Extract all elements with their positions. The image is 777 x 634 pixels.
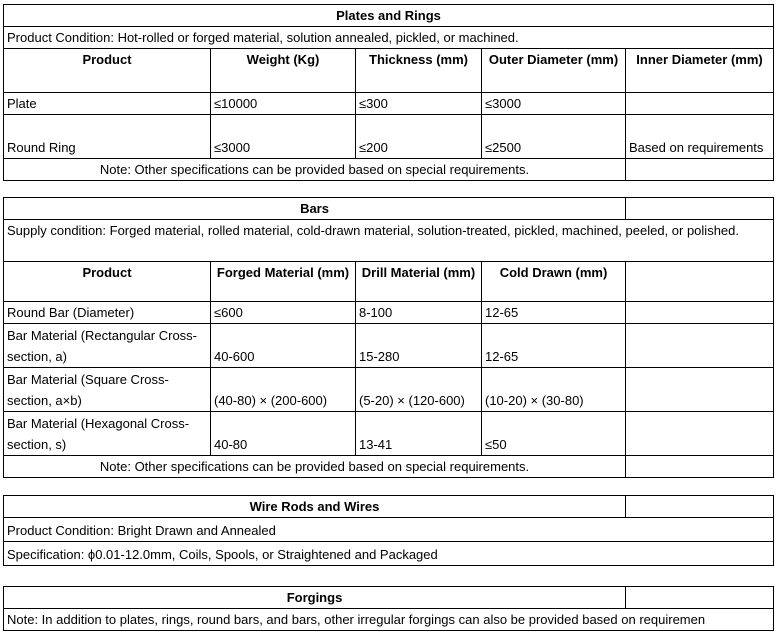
plates-row-0-weight: ≤10000 — [211, 93, 356, 115]
wires-table — [3, 495, 774, 566]
bars-note: Note: Other specifications can be provided based on special requirements. — [4, 456, 626, 478]
empty-cell — [626, 302, 774, 324]
bars-header-forged: Forged Material (mm) — [211, 262, 356, 302]
wires-condition: Product Condition: Bright Drawn and Annealed — [4, 518, 774, 542]
plates-row-1-thickness: ≤200 — [356, 115, 482, 159]
table-row — [4, 302, 774, 324]
bars-row-2-cold: (10-20) × (30-80) — [482, 368, 626, 412]
wires-title: Wire Rods and Wires — [4, 496, 626, 518]
plates-row-1-inner: Based on requirements — [626, 115, 774, 159]
empty-cell — [626, 368, 774, 412]
plates-row-1-outer: ≤2500 — [482, 115, 626, 159]
plates-header-inner-diameter: Inner Diameter (mm) — [626, 49, 774, 93]
plates-row-1-product: Round Ring — [4, 115, 211, 159]
plates-header-weight: Weight (Kg) — [211, 49, 356, 93]
plates-header-outer-diameter: Outer Diameter (mm) — [482, 49, 626, 93]
empty-cell — [626, 412, 774, 456]
plates-row-0-thickness: ≤300 — [356, 93, 482, 115]
table-row — [4, 115, 774, 159]
empty-cell — [626, 324, 774, 368]
empty-cell — [626, 159, 774, 181]
table-row — [4, 368, 774, 412]
plates-row-1-weight: ≤3000 — [211, 115, 356, 159]
bars-row-0-forged: ≤600 — [211, 302, 356, 324]
bars-row-3-forged: 40-80 — [211, 412, 356, 456]
plates-row-0-inner — [626, 93, 774, 115]
forgings-note: Note: In addition to plates, rings, round bars, and bars, other irregular forgings can also be provided based on requiremen — [4, 609, 774, 631]
forgings-title: Forgings — [4, 587, 626, 609]
empty-cell — [626, 456, 774, 478]
bars-row-1-forged: 40-600 — [211, 324, 356, 368]
empty-cell — [626, 496, 774, 518]
empty-cell — [626, 198, 774, 220]
bars-row-1-cold: 12-65 — [482, 324, 626, 368]
bars-row-2-forged: (40-80) × (200-600) — [211, 368, 356, 412]
plates-row-0-product: Plate — [4, 93, 211, 115]
bars-row-1-drill: 15-280 — [356, 324, 482, 368]
plates-header-product: Product — [4, 49, 211, 93]
empty-cell — [626, 262, 774, 302]
bars-header-cold-drawn: Cold Drawn (mm) — [482, 262, 626, 302]
bars-row-2-product: Bar Material (Square Cross-section, a×b) — [4, 368, 211, 412]
plates-row-0-outer: ≤3000 — [482, 93, 626, 115]
plates-note: Note: Other specifications can be provided based on special requirements. — [4, 159, 626, 181]
plates-header-thickness: Thickness (mm) — [356, 49, 482, 93]
bars-title: Bars — [4, 198, 626, 220]
bars-table — [3, 197, 774, 478]
bars-row-0-drill: 8-100 — [356, 302, 482, 324]
bars-row-3-drill: 13-41 — [356, 412, 482, 456]
bars-row-0-product: Round Bar (Diameter) — [4, 302, 211, 324]
bars-row-1-product: Bar Material (Rectangular Cross-section, a) — [4, 324, 211, 368]
forgings-table — [3, 586, 774, 631]
bars-row-2-drill: (5-20) × (120-600) — [356, 368, 482, 412]
plates-title: Plates and Rings — [4, 5, 774, 27]
table-row — [4, 324, 774, 368]
plates-condition: Product Condition: Hot-rolled or forged material, solution annealed, pickled, or machined. — [4, 27, 774, 49]
bars-condition: Supply condition: Forged material, rolled material, cold-drawn material, solution-treated, pickled, machined, peeled, or polished. — [4, 220, 774, 262]
bars-row-0-cold: 12-65 — [482, 302, 626, 324]
table-row — [4, 93, 774, 115]
table-row — [4, 412, 774, 456]
empty-cell — [626, 587, 774, 609]
wires-specification: Specification: ϕ0.01-12.0mm, Coils, Spools, or Straightened and Packaged — [4, 542, 774, 566]
bars-header-product: Product — [4, 262, 211, 302]
plates-rings-table — [3, 4, 774, 181]
bars-row-3-cold: ≤50 — [482, 412, 626, 456]
bars-header-drill: Drill Material (mm) — [356, 262, 482, 302]
bars-row-3-product: Bar Material (Hexagonal Cross-section, s) — [4, 412, 211, 456]
